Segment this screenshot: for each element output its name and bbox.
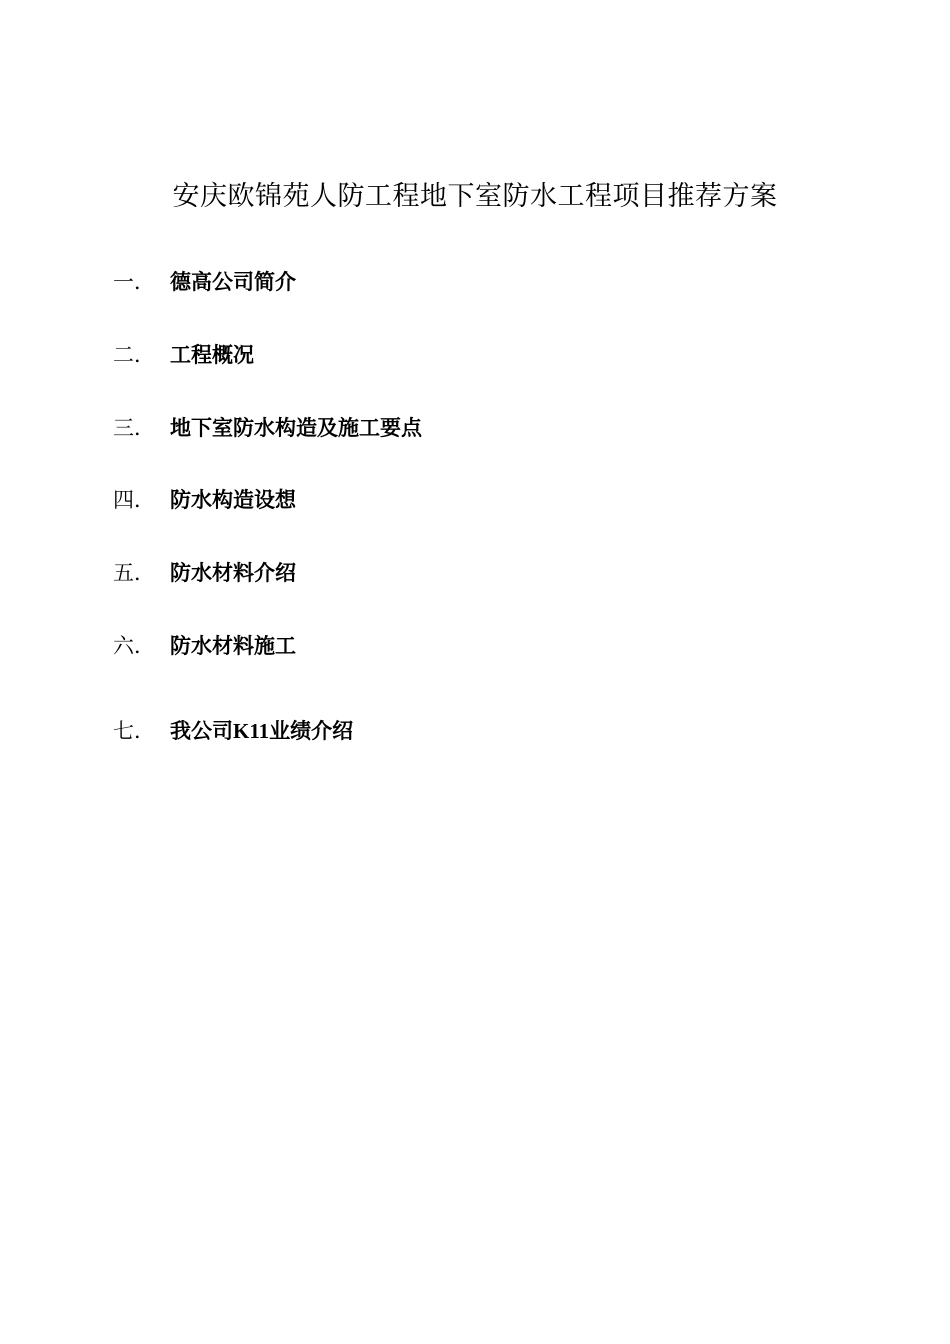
toc-item-number: 六． — [113, 634, 155, 658]
toc-item — [113, 266, 296, 298]
toc-item — [113, 630, 296, 662]
toc-item — [113, 557, 296, 589]
toc-item-number: 四． — [113, 488, 155, 512]
toc-item-label: 地下室防水构造及施工要点 — [170, 416, 422, 440]
toc-item-number: 三． — [113, 416, 155, 440]
toc-item — [113, 412, 422, 444]
toc-item — [113, 484, 296, 516]
toc-item — [113, 339, 254, 371]
document-title: 安庆欧锦苑人防工程地下室防水工程项目推荐方案 — [172, 181, 778, 211]
toc-item-label: 工程概况 — [170, 343, 254, 367]
toc-item-label: 防水构造设想 — [170, 488, 296, 512]
toc-item-label: 防水材料介绍 — [170, 561, 296, 585]
toc-item-label: 我公司K11业绩介绍 — [170, 719, 354, 743]
toc-item — [113, 715, 353, 747]
toc-item-number: 五． — [113, 561, 155, 585]
toc-item-number: 七． — [113, 719, 155, 743]
toc-item-label: 德高公司简介 — [170, 270, 296, 294]
toc-item-number: 一． — [113, 270, 155, 294]
toc-item-number: 二． — [113, 343, 155, 367]
toc-item-label: 防水材料施工 — [170, 634, 296, 658]
